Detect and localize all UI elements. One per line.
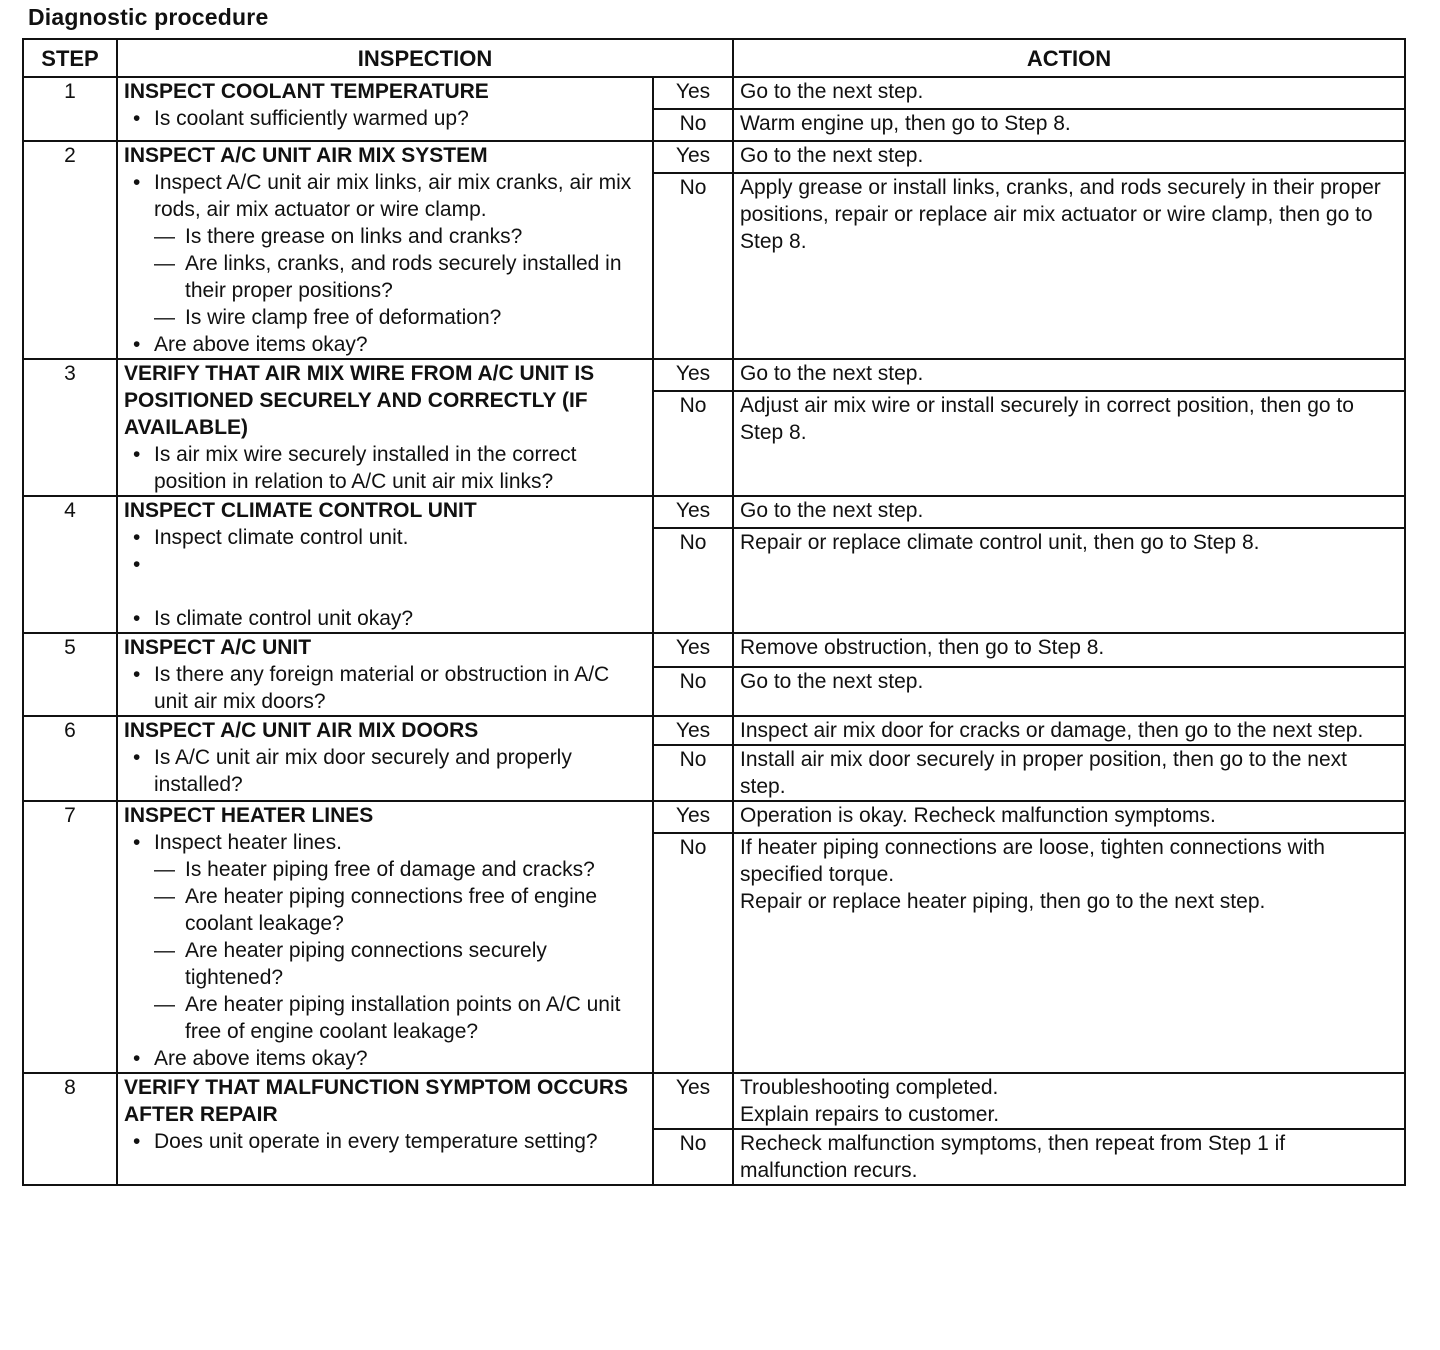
inspection-title: INSPECT A/C UNIT bbox=[124, 636, 312, 659]
no-action-line: If heater piping connections are loose, tighten connections with specified torque. bbox=[740, 836, 1325, 886]
step-number: 5 bbox=[23, 633, 117, 716]
no-action bbox=[733, 833, 1405, 1073]
step-2-yes-row bbox=[23, 141, 1405, 173]
no-action: Warm engine up, then go to Step 8. bbox=[733, 109, 1405, 141]
inspection-title: VERIFY THAT MALFUNCTION SYMPTOM OCCURS AFTER REPAIR bbox=[124, 1076, 628, 1126]
yes-action: Go to the next step. bbox=[733, 77, 1405, 109]
sub-items bbox=[154, 856, 646, 1045]
inspection-title: INSPECT A/C UNIT AIR MIX SYSTEM bbox=[124, 144, 488, 167]
inspection-items bbox=[124, 744, 646, 798]
inspection-items bbox=[124, 524, 646, 551]
step-7-inspection bbox=[117, 801, 653, 1073]
step-6-inspection bbox=[117, 716, 653, 801]
no-label: No bbox=[653, 391, 733, 496]
page-title: Diagnostic procedure bbox=[28, 4, 269, 30]
no-label: No bbox=[653, 833, 733, 1073]
yes-action-line: Explain repairs to customer. bbox=[740, 1103, 1000, 1126]
inspection-items bbox=[124, 105, 646, 132]
yes-label: Yes bbox=[653, 77, 733, 109]
no-action-line: Repair or replace heater piping, then go to the next step. bbox=[740, 890, 1266, 913]
step-6-yes-row bbox=[23, 716, 1405, 745]
inspection-title: VERIFY THAT AIR MIX WIRE FROM A/C UNIT IS POSITIONED SECURELY AND CORRECTLY (IF AVAILABLE) bbox=[124, 362, 595, 439]
inspection-title: INSPECT A/C UNIT AIR MIX DOORS bbox=[124, 719, 479, 742]
inspection-items bbox=[124, 1128, 646, 1155]
yes-action: Remove obstruction, then go to Step 8. bbox=[733, 633, 1405, 667]
no-label: No bbox=[653, 667, 733, 716]
step-column-header: STEP bbox=[23, 39, 117, 77]
inspection-items bbox=[124, 441, 646, 495]
inspection-item: • Is air mix wire securely installed in the correct position in relation to A/C unit air mix links? bbox=[124, 441, 646, 495]
diagnostic-table bbox=[22, 38, 1406, 1186]
sub-item: — Is there grease on links and cranks? bbox=[154, 223, 646, 250]
step-number: 6 bbox=[23, 716, 117, 801]
inspection-item: • Is A/C unit air mix door securely and properly installed? bbox=[124, 744, 646, 798]
step-8-inspection bbox=[117, 1073, 653, 1185]
step-number: 1 bbox=[23, 77, 117, 141]
inspection-item-text: Inspect A/C unit air mix links, air mix cranks, air mix rods, air mix actuator or wire clamp. bbox=[154, 171, 632, 221]
yes-action: Inspect air mix door for cracks or damage, then go to the next step. bbox=[733, 716, 1405, 745]
no-label: No bbox=[653, 745, 733, 801]
yes-action: Operation is okay. Recheck malfunction symptoms. bbox=[733, 801, 1405, 833]
step-number: 8 bbox=[23, 1073, 117, 1185]
action-column-header: ACTION bbox=[733, 39, 1405, 77]
step-2-inspection bbox=[117, 141, 653, 359]
step-3-inspection bbox=[117, 359, 653, 496]
sub-item: — Is wire clamp free of deformation? bbox=[154, 304, 646, 331]
sub-item: — Are heater piping installation points on A/C unit free of engine coolant leakage? bbox=[154, 991, 646, 1045]
inspection-title: INSPECT COOLANT TEMPERATURE bbox=[124, 80, 489, 103]
inspection-item: • Inspect climate control unit. bbox=[124, 524, 646, 551]
step-1-inspection bbox=[117, 77, 653, 141]
no-action: Install air mix door securely in proper position, then go to the next step. bbox=[733, 745, 1405, 801]
yes-action: Go to the next step. bbox=[733, 496, 1405, 528]
yes-action: Go to the next step. bbox=[733, 141, 1405, 173]
yes-action: Go to the next step. bbox=[733, 359, 1405, 391]
yes-label: Yes bbox=[653, 633, 733, 667]
inspection-item: • Are above items okay? bbox=[124, 1045, 646, 1072]
inspection-item: • Is climate control unit okay? bbox=[124, 605, 646, 632]
step-4-inspection bbox=[117, 496, 653, 633]
inspection-item: • Is coolant sufficiently warmed up? bbox=[124, 105, 646, 132]
step-number: 3 bbox=[23, 359, 117, 496]
step-number: 2 bbox=[23, 141, 117, 359]
step-number: 4 bbox=[23, 496, 117, 633]
inspection-item bbox=[124, 169, 646, 331]
no-label: No bbox=[653, 173, 733, 359]
inspection-item bbox=[124, 829, 646, 1045]
step-7-yes-row bbox=[23, 801, 1405, 833]
yes-action bbox=[733, 1073, 1405, 1129]
inspection-item: • Is there any foreign material or obstruction in A/C unit air mix doors? bbox=[124, 661, 646, 715]
yes-label: Yes bbox=[653, 801, 733, 833]
inspection-item: • Are above items okay? bbox=[124, 331, 646, 358]
spacer bbox=[124, 551, 646, 605]
no-action: Repair or replace climate control unit, then go to Step 8. bbox=[733, 528, 1405, 633]
no-action: Adjust air mix wire or install securely in correct position, then go to Step 8. bbox=[733, 391, 1405, 496]
step-8-yes-row bbox=[23, 1073, 1405, 1129]
yes-label: Yes bbox=[653, 496, 733, 528]
no-action: Go to the next step. bbox=[733, 667, 1405, 716]
step-5-inspection bbox=[117, 633, 653, 716]
inspection-items bbox=[124, 829, 646, 1072]
step-5-yes-row bbox=[23, 633, 1405, 667]
inspection-item: • Does unit operate in every temperature setting? bbox=[124, 1128, 646, 1155]
no-label: No bbox=[653, 109, 733, 141]
inspection-column-header: INSPECTION bbox=[117, 39, 733, 77]
sub-item: — Are heater piping connections free of engine coolant leakage? bbox=[154, 883, 646, 937]
sub-item: — Is heater piping free of damage and cracks? bbox=[154, 856, 646, 883]
step-1-yes-row bbox=[23, 77, 1405, 109]
no-action: Apply grease or install links, cranks, and rods securely in their proper positions, repair or replace air mix actuator or wire clamp, then go to Step 8. bbox=[733, 173, 1405, 359]
sub-item: — Are links, cranks, and rods securely installed in their proper positions? bbox=[154, 250, 646, 304]
inspection-title: INSPECT CLIMATE CONTROL UNIT bbox=[124, 499, 477, 522]
yes-action-line: Troubleshooting completed. bbox=[740, 1076, 999, 1099]
inspection-items bbox=[124, 605, 646, 632]
step-number: 7 bbox=[23, 801, 117, 1073]
table-header-row bbox=[23, 39, 1405, 77]
yes-label: Yes bbox=[653, 716, 733, 745]
inspection-item-text: Inspect heater lines. bbox=[154, 831, 342, 854]
no-label: No bbox=[653, 528, 733, 633]
sub-items bbox=[154, 223, 646, 331]
no-action: Recheck malfunction symptoms, then repeat from Step 1 if malfunction recurs. bbox=[733, 1129, 1405, 1185]
inspection-items bbox=[124, 661, 646, 715]
step-4-yes-row bbox=[23, 496, 1405, 528]
yes-label: Yes bbox=[653, 359, 733, 391]
inspection-title: INSPECT HEATER LINES bbox=[124, 804, 374, 827]
step-3-yes-row bbox=[23, 359, 1405, 391]
yes-label: Yes bbox=[653, 141, 733, 173]
yes-label: Yes bbox=[653, 1073, 733, 1129]
no-label: No bbox=[653, 1129, 733, 1185]
sub-item: — Are heater piping connections securely tightened? bbox=[154, 937, 646, 991]
inspection-items bbox=[124, 169, 646, 358]
